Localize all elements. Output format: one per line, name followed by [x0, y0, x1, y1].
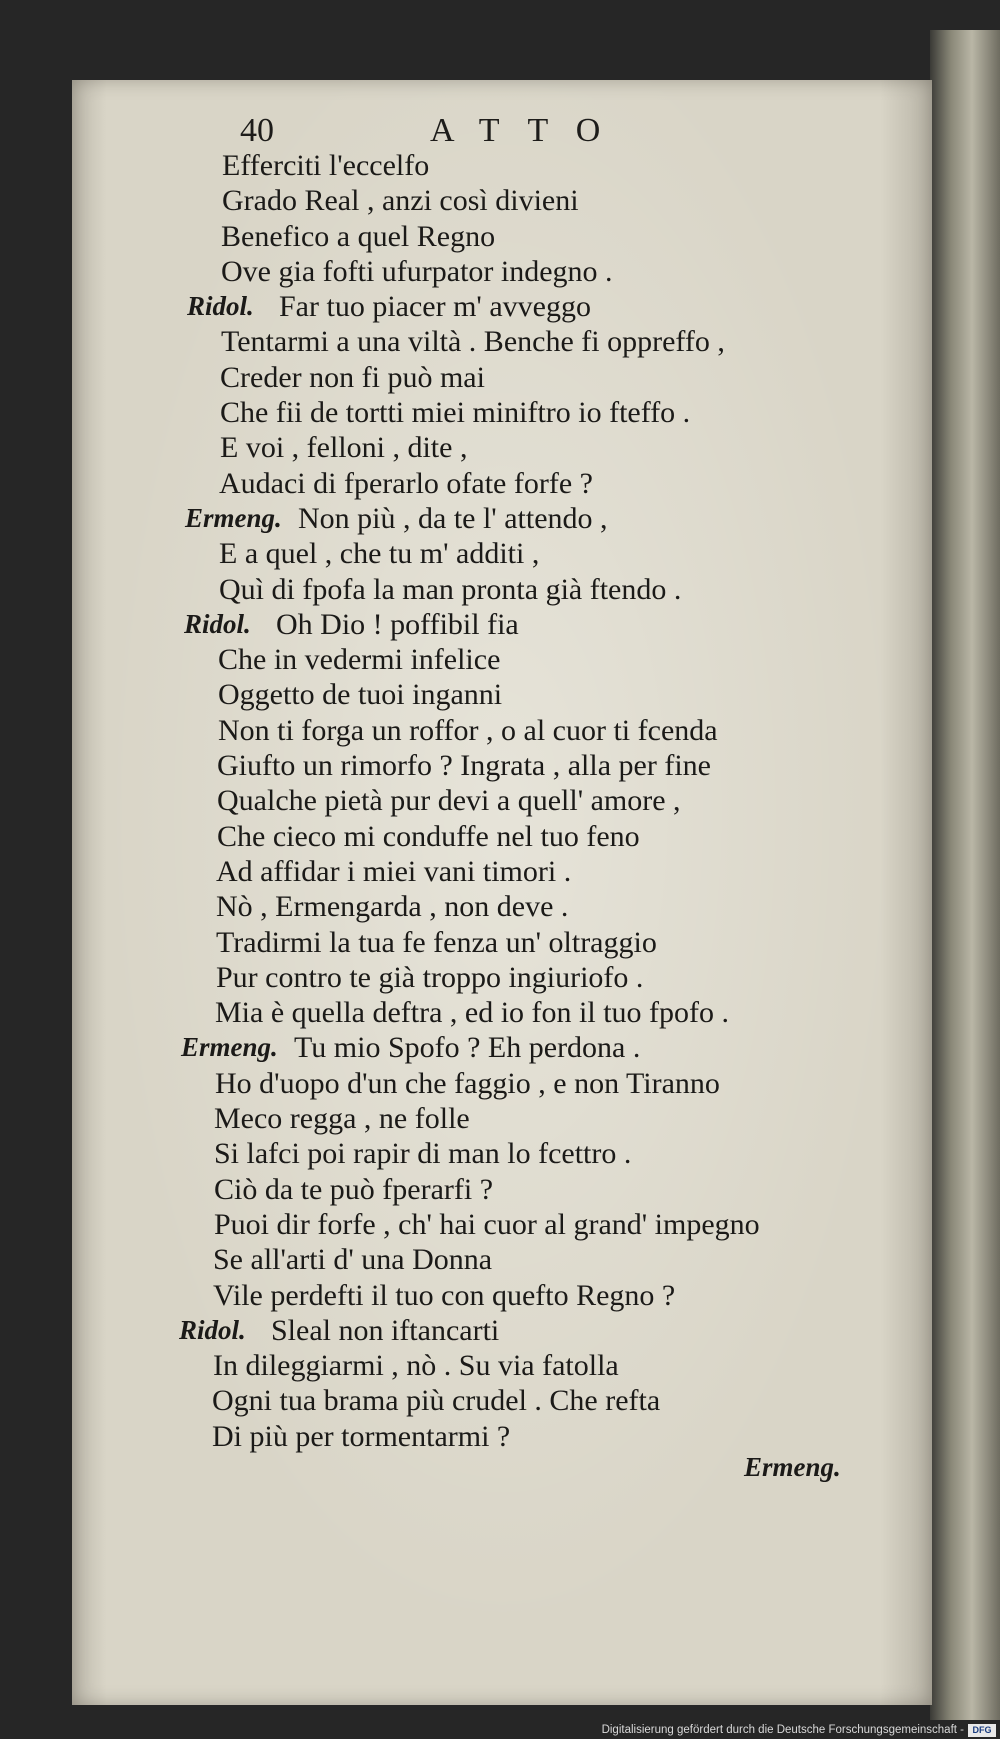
verse-line	[0, 430, 930, 465]
verse-text-line: Mia è quella deftra , ed io fon il tuo fpofo .	[215, 996, 730, 1030]
page-number: 40	[240, 112, 274, 149]
verse-line	[0, 466, 930, 501]
verse-text-line: Di più per tormentarmi ?	[212, 1419, 511, 1453]
speaker-name: Ermeng.	[181, 1032, 278, 1063]
verse-text-line: Ad affidar i miei vani timori .	[216, 854, 572, 888]
verse-line	[0, 1030, 930, 1065]
verse-line	[0, 819, 930, 854]
verse-line	[0, 1136, 930, 1171]
verse-text-line: E voi , felloni , dite ,	[220, 431, 468, 465]
verse-text-line: Ciò da te può fperarfi ?	[214, 1172, 494, 1206]
verse-text-line: Vile perdefti il tuo con quefto Regno ?	[213, 1278, 676, 1312]
speaker-name: Ridol.	[187, 291, 254, 322]
verse-text-line: Meco regga , ne folle	[214, 1102, 470, 1136]
verse-line	[0, 995, 930, 1030]
verse-line	[0, 713, 930, 748]
verse-text-line: Tu mio Spofo ? Eh perdona .	[294, 1031, 641, 1065]
verse-text-line: Tentarmi a una viltà . Benche fi oppreffo ,	[221, 325, 725, 359]
verse-line	[0, 960, 930, 995]
verse-text-line: Pur contro te già troppo ingiuriofo .	[216, 960, 644, 994]
speaker-name: Ermeng.	[185, 502, 282, 533]
verse-text-line: In dileggiarmi , nò . Su via fatolla	[213, 1349, 619, 1383]
verse-line	[0, 254, 930, 289]
verse-line	[0, 1101, 930, 1136]
page-header	[240, 112, 700, 152]
verse-text-line: Nò , Ermengarda , non deve .	[216, 890, 569, 924]
verse-text-line: Oggetto de tuoi inganni	[218, 678, 503, 712]
verse-line	[0, 360, 930, 395]
verse-line	[0, 783, 930, 818]
verse-line	[0, 1383, 930, 1418]
dfg-logo: DFG	[968, 1724, 996, 1737]
verse-line	[0, 289, 930, 324]
verse-line	[0, 395, 930, 430]
verse-line	[0, 1066, 930, 1101]
verse-text-line: Sleal non iftancarti	[271, 1313, 500, 1347]
verse-line	[0, 642, 930, 677]
verse-line	[0, 1313, 930, 1348]
verse-line	[0, 501, 930, 536]
verse-text-line: Ho d'uopo d'un che faggio , e non Tiranno	[215, 1066, 720, 1100]
running-title: ATTO	[430, 112, 629, 149]
verse-text-line: Tradirmi la tua fe fenza un' oltraggio	[216, 925, 657, 959]
verse-line	[0, 1419, 930, 1454]
verse-text-line: Quì di fpofa la man pronta già ftendo .	[219, 572, 682, 606]
verse-line	[0, 219, 930, 254]
footer-credit-bar	[0, 1722, 1000, 1739]
verse-line	[0, 607, 930, 642]
verse-line	[0, 1207, 930, 1242]
verse-line	[0, 148, 930, 183]
verse-text-line: Se all'arti d' una Donna	[213, 1243, 493, 1277]
digitization-credit: Digitalisierung gefördert durch die Deutsche Forschungsgemeinschaft -	[601, 1724, 964, 1736]
verse-text-line: Che fii de tortti miei miniftro io fteffo .	[220, 396, 691, 430]
verse-text-line: Giufto un rimorfo ? Ingrata , alla per fine	[217, 749, 711, 783]
verse-line	[0, 572, 930, 607]
verse-text-line: Che cieco mi conduffe nel tuo feno	[217, 819, 640, 853]
speaker-name: Ridol.	[184, 608, 251, 639]
verse-line	[0, 748, 930, 783]
adjacent-book-edge	[930, 30, 1000, 1720]
speaker-name: Ridol.	[179, 1314, 246, 1345]
verse-line	[0, 889, 930, 924]
verse-text-line: Benefico a quel Regno	[221, 219, 496, 253]
verse-line	[0, 324, 930, 359]
verse-line	[0, 536, 930, 571]
verse-text-line: Non più , da te l' attendo ,	[298, 501, 608, 535]
verse-text-line: Oh Dio ! poffibil fia	[276, 607, 519, 641]
verse-line	[0, 854, 930, 889]
verse-text-line: E a quel , che tu m' additi ,	[219, 537, 540, 571]
verse-line	[0, 1348, 930, 1383]
verse-text-line: Puoi dir forfe , ch' hai cuor al grand' impegno	[214, 1207, 760, 1241]
verse-line	[0, 677, 930, 712]
verse-text-line: Far tuo piacer m' avveggo	[279, 290, 591, 324]
verse-text-line: Audaci di fperarlo ofate forfe ?	[219, 466, 593, 500]
verse-line	[0, 925, 930, 960]
verse-text-line: Grado Real , anzi così divieni	[222, 184, 579, 218]
verse-line	[0, 1172, 930, 1207]
catchword: Ermeng.	[744, 1452, 841, 1482]
verse-text-line: Non ti forga un roffor , o al cuor ti fcenda	[218, 713, 718, 747]
verse-text-line: Qualche pietà pur devi a quell' amore ,	[217, 784, 681, 818]
verse-text-line: Che in vedermi infelice	[218, 643, 501, 677]
verse-text-line: Si lafci poi rapir di man lo fcettro .	[214, 1137, 632, 1171]
verse-text-line: Ogni tua brama più crudel . Che refta	[212, 1384, 661, 1418]
verse-line	[0, 183, 930, 218]
verse-line	[0, 1278, 930, 1313]
verse-line	[0, 1242, 930, 1277]
verse-text-line: Efferciti l'eccelfo	[222, 149, 430, 182]
verse-text-line: Ove gia fofti ufurpator indegno .	[221, 254, 613, 288]
verse-text-line: Creder non fi può mai	[220, 360, 485, 394]
verse-text	[0, 148, 930, 1454]
